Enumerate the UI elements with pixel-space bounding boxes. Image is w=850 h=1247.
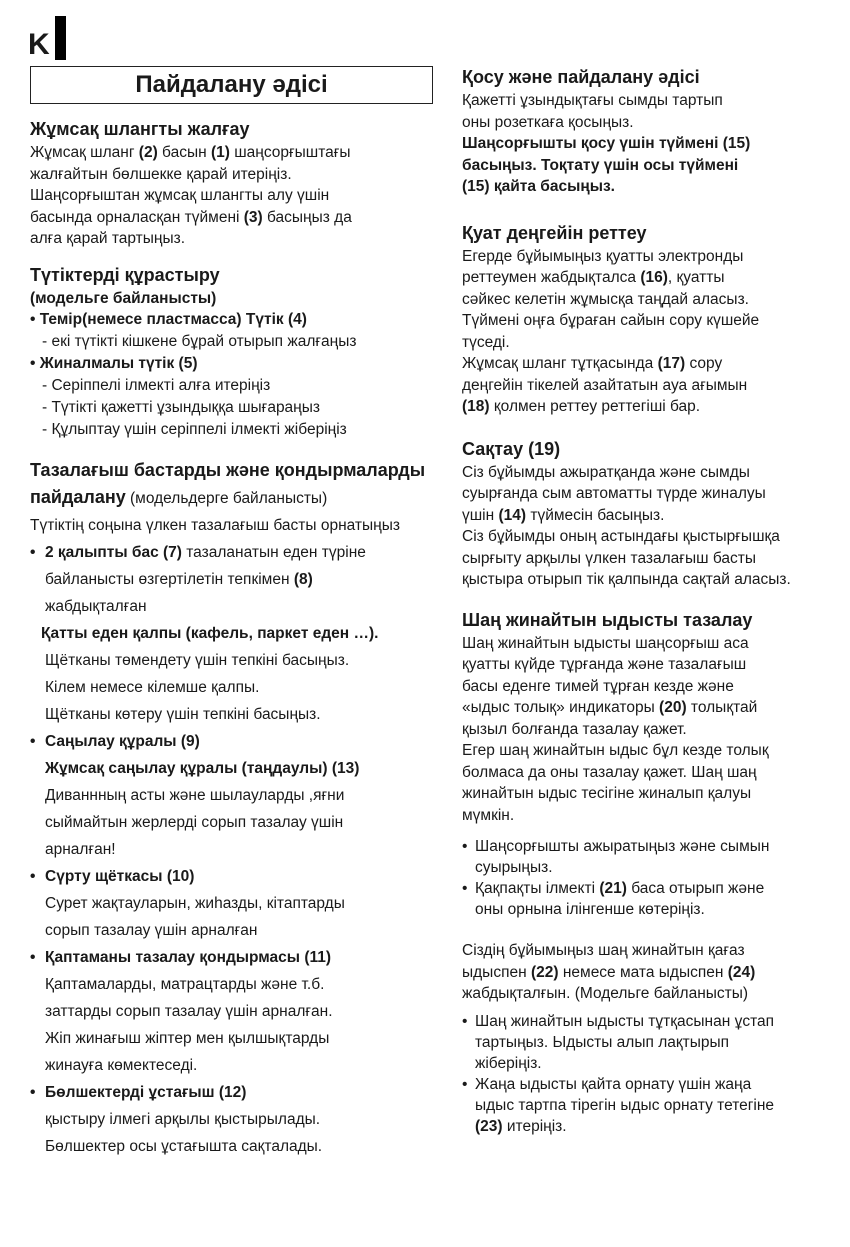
list-item: • Қақпақты ілмекті (21) баса отырып және оны орнына ілінгенше көтеріңіз. [462, 880, 765, 918]
right-column [462, 66, 832, 1137]
text-line: алға қарай тартыңыз. [30, 230, 186, 247]
text-line: Егер шаң жинайтын ыдыс бұл кезде толық [462, 742, 769, 759]
left-column [30, 66, 450, 1160]
section-storage [462, 438, 832, 591]
text-line: басында орналасқан түймені (3) басыңыз да [30, 208, 352, 226]
list-item: • Бөлшектерді ұстағыш (12) қыстыру ілмегі арқылы қыстырылады. Бөлшектер осы ұстағышта сақталады. [30, 1083, 323, 1155]
text-line: Сіз бұйымды ажыратқанда және сымды [462, 463, 750, 481]
text-line: басыңыз. Тоқтату үшін осы түймені [462, 156, 739, 174]
list-item: • Жиналмалы түтік (5) [30, 354, 198, 372]
section-subheading: (модельге байланысты) [30, 289, 217, 307]
list-item: • Жаңа ыдысты қайта орнату үшін жаңа ыдыс тартпа тірегін ыдыс орнату тетегіне (23) итеріңіз. [462, 1075, 775, 1135]
list-item: • 2 қалыпты бас (7) тазаланатын еден түріне байланысты өзгертілетін тепкімен (8) жабдықталған Қатты еден қалпы (кафель, паркет еден …). Щётканы төмендету үшін тепкіні басыңыз. Кілем немесе кілемше қалпы. Щётканы көтеру үшін тепкіні басыңыз. [30, 543, 379, 723]
section-heading: Қуат деңгейін реттеу [462, 222, 647, 243]
section-heading: Жұмсақ шлангты жалғау [30, 119, 250, 139]
section-heading: Түтіктерді құрастыру [30, 264, 220, 285]
text-line: Шаң жинайтын ыдысты шаңсорғыш аса [462, 634, 749, 652]
list-item: • Темір(немесе пластмасса) Түтік (4) [30, 310, 307, 328]
list-subitem: - Құлыптау үшін серіппелі ілмекті жіберіңіз [42, 420, 347, 438]
list-item: • Шаңсорғышты ажыратыңыз және сымын суырыңыз. [462, 838, 770, 876]
text-line: жабдықталғын. (Модельге байланысты) [462, 985, 749, 1002]
text-line: Сіздің бұйымыңыз шаң жинайтын қағаз [462, 942, 745, 959]
text-line: қызыл болғанда тазалау қажет. [462, 720, 687, 738]
text-line: Түтіктің соңына үлкен тазалағыш басты орнатыңыз [30, 516, 400, 534]
list-item: • Қаптаманы тазалау қондырмасы (11) Қаптамаларды, матрацтарды және т.б. заттарды сорып тазалау үшін арналған. Жіп жинағыш жіптер мен қылшықтарды жинауға көмектеседі. [30, 948, 333, 1074]
section-heading-line2: пайдалану (модельдерге байланысты) [30, 486, 328, 507]
text-line: Шаңсорғыштан жұмсақ шлангты алу үшін [30, 187, 330, 204]
section-heading: Сақтау (19) [462, 438, 561, 459]
section-heading: Тазалағыш бастарды және қондырмаларды [30, 459, 426, 480]
section-tube-assembly [30, 264, 450, 441]
language-letter: K [28, 28, 50, 61]
section-attachments [30, 457, 450, 1160]
page-title: Пайдалану әдісі [30, 66, 433, 104]
text-line: Егерде бұйымыңыз қуатты электронды [462, 247, 744, 265]
language-bar [55, 16, 66, 60]
section-heading: Шаң жинайтын ыдысты тазалау [462, 609, 753, 630]
text-line: түседі. [462, 333, 510, 351]
language-marker [28, 16, 66, 60]
text-line: болмаса да оны тазалау қажет. Шаң шаң [462, 763, 757, 781]
list-item: • Шаң жинайтын ыдысты тұтқасынан ұстап тартыңыз. Ыдысты алып лақтырып жіберіңіз. [462, 1012, 775, 1072]
text-line: сырғыту арқылы үлкен тазалағыш басты [462, 549, 756, 567]
text-line: оны розеткаға қосыңыз. [462, 113, 634, 131]
text-line: «ыдыс толық» индикаторы (20) толықтай [462, 699, 758, 716]
text-line: Жұмсақ шланг тұтқасында (17) сору [462, 355, 723, 372]
text-line: Қажетті ұзындықтағы сымды тартып [462, 92, 723, 109]
text-line: деңгейін тікелей азайтатын ауа ағымын [462, 376, 748, 394]
list-item: • Саңылау құралы (9) Жұмсақ саңылау құралы (таңдаулы) (13) Диваннның асты және шылауларды ,яғни сыймайтын жерлерді сорып тазалау үшін арналған! [30, 732, 360, 858]
text-line: мүмкін. [462, 806, 515, 824]
text-line: Түймені оңға бұраған сайын сору күшейе [462, 312, 760, 329]
text-line: жалғайтын бөлшекке қарай итеріңіз. [30, 165, 292, 183]
text-line: Сіз бұйымды оның астындағы қыстырғышқа [462, 528, 780, 545]
list-subitem: - Серіппелі ілмекті алға итеріңіз [42, 376, 271, 394]
section-dust-container [462, 609, 832, 921]
section-heading: Қосу және пайдалану әдісі [462, 67, 700, 87]
text-line: реттеумен жабдықталса (16), қуатты [462, 269, 725, 286]
list-subitem: - Түтікті қажетті ұзындыққа шығараңыз [42, 398, 320, 416]
section-power-on [462, 66, 832, 198]
list-item: • Сүрту щёткасы (10) Сурет жақтауларын, жиһазды, кітаптарды сорып тазалау үшін арналған [30, 867, 345, 939]
text-line: басы еденге тимей тұрған кезде және [462, 677, 734, 695]
text-line: жинайтын ыдыс тесігіне жиналып қалуы [462, 785, 752, 802]
section-power-level [462, 222, 832, 418]
text-line: үшін (14) түймесін басыңыз. [462, 506, 665, 524]
text-line: (15) қайта басыңыз. [462, 178, 615, 195]
text-line: (18) қолмен реттеу реттегіші бар. [462, 398, 701, 415]
text-line: суырғанда сым автоматты түрде жиналуы [462, 485, 766, 502]
text-line: сәйкес келетін жұмысқа таңдай аласыз. [462, 290, 749, 308]
text-line: ыдыспен (22) немесе мата ыдыспен (24) [462, 963, 756, 981]
section-bags [462, 940, 832, 1137]
text-line: Жұмсақ шланг (2) басын (1) шаңсорғыштағы [30, 144, 351, 161]
list-subitem: - екі түтікті кішкене бұрай отырып жалғаңыз [42, 332, 357, 350]
text-line: Шаңсорғышты қосу үшін түймені (15) [462, 135, 751, 152]
text-line: қыстыра отырып тік қалпында сақтай аласыз. [462, 571, 791, 588]
text-line: қуатты күйде тұрғанда және тазалағыш [462, 656, 747, 673]
section-hose-connect [30, 118, 450, 250]
